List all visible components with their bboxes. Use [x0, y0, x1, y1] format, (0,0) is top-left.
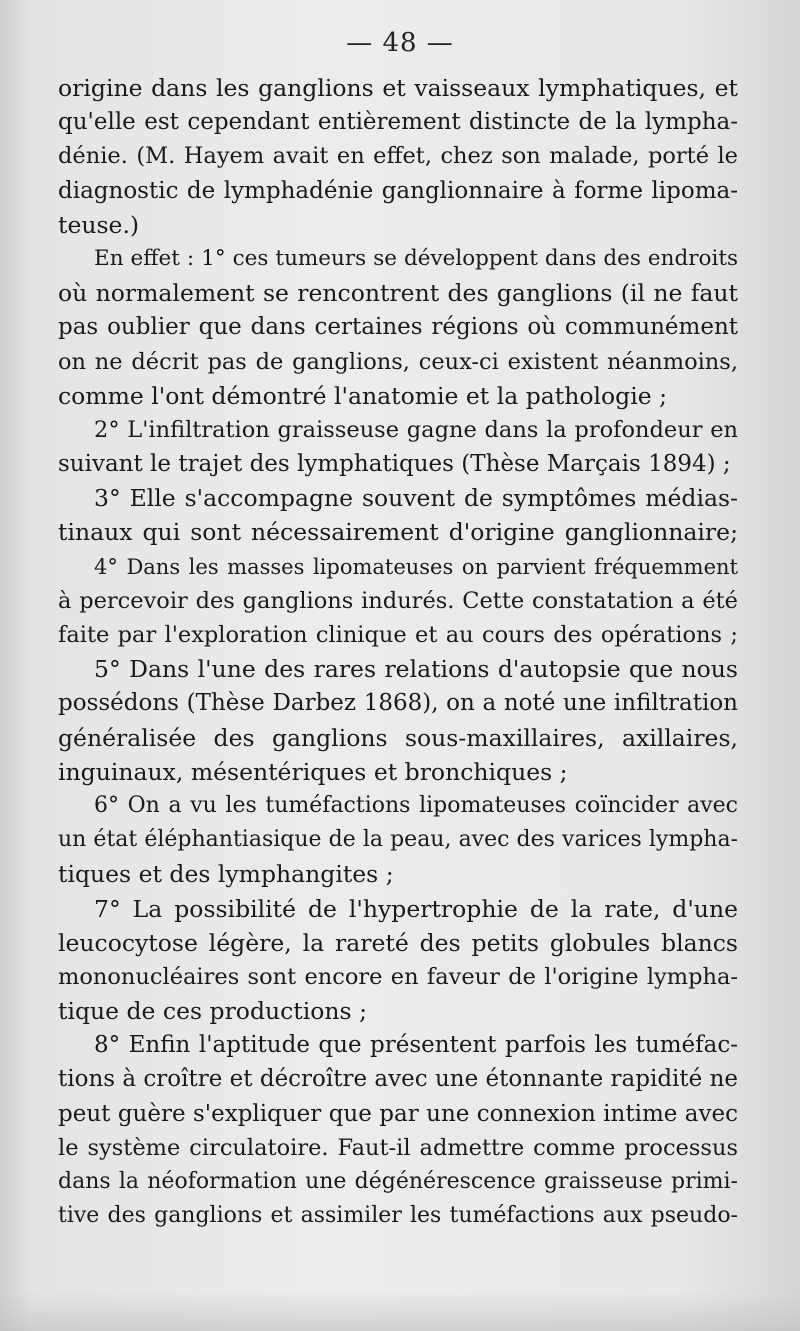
text-line: où normalement se rencontrent des ganglions (il ne faut	[58, 279, 738, 308]
text-line: faite par l'exploration clinique et au cours des opérations ;	[58, 622, 738, 648]
text-line: tique de ces productions ;	[58, 997, 367, 1026]
text-line: tinaux qui sont nécessairement d'origine ganglionnaire;	[58, 518, 738, 547]
page-number: — 48 —	[346, 28, 454, 58]
text-line: peut guère s'expliquer que par une connexion intime avec	[58, 1100, 738, 1127]
text-line: tiques et des lymphangites ;	[58, 860, 394, 889]
text-line: origine dans les ganglions et vaisseaux lymphatiques, et	[58, 74, 738, 102]
text-line: inguinaux, mésentériques et bronchiques ;	[58, 757, 568, 786]
text-line: 6° On a vu les tuméfactions lipomateuses coïncider avec	[94, 792, 738, 818]
text-line: 5° Dans l'une des rares relations d'autopsie que nous	[94, 655, 738, 684]
text-line: diagnostic de lymphadénie ganglionnaire à forme lipoma-	[58, 177, 738, 204]
text-line: qu'elle est cependant entièrement distincte de la lympha-	[58, 109, 738, 136]
text-line: mononucléaires sont encore en faveur de l'origine lympha-	[58, 963, 738, 990]
text-line: dénie. (M. Hayem avait en effet, chez son malade, porté le	[58, 143, 738, 170]
body-text	[58, 71, 738, 1233]
text-line: 4° Dans les masses lipomateuses on parvient fréquemment	[94, 554, 738, 579]
text-line: on ne décrit pas de ganglions, ceux-ci existent néanmoins,	[58, 348, 738, 375]
text-line: 7° La possibilité de l'hypertrophie de la rate, d'une	[94, 894, 738, 923]
text-line: suivant le trajet des lymphatiques (Thèse Marçais 1894) ;	[58, 451, 731, 478]
text-line: tions à croître et décroître avec une étonnante rapidité ne	[58, 1066, 738, 1093]
text-line: possédons (Thèse Darbez 1868), on a noté une infiltration	[58, 690, 738, 717]
text-line: comme l'ont démontré l'anatomie et la pathologie ;	[58, 381, 668, 410]
text-line: pas oublier que dans certaines régions où communément	[58, 314, 738, 341]
text-line: le système circulatoire. Faut-il admettre comme processus	[58, 1134, 738, 1161]
text-line: un état éléphantiasique de la peau, avec des varices lympha-	[58, 827, 738, 853]
text-line: En effet : 1° ces tumeurs se développent dans des endroits	[94, 245, 738, 271]
text-line: 3° Elle s'accompagne souvent de symptômes médias-	[94, 484, 738, 513]
text-line: dans la néoformation une dégénérescence graisseuse primi-	[58, 1169, 738, 1194]
text-line: leucocytose légère, la rareté des petits globules blancs	[58, 928, 738, 957]
text-line: tive des ganglions et assimiler les tuméfactions aux pseudo-	[58, 1203, 738, 1229]
text-line: généralisée des ganglions sous-maxillaires, axillaires,	[58, 723, 738, 752]
text-line: teuse.)	[58, 210, 140, 239]
text-line: 8° Enfin l'aptitude que présentent parfois les tuméfac-	[94, 1032, 738, 1059]
text-line: 2° L'infiltration graisseuse gagne dans la profondeur en	[94, 416, 738, 443]
text-line: à percevoir des ganglions indurés. Cette constatation a été	[58, 587, 738, 614]
